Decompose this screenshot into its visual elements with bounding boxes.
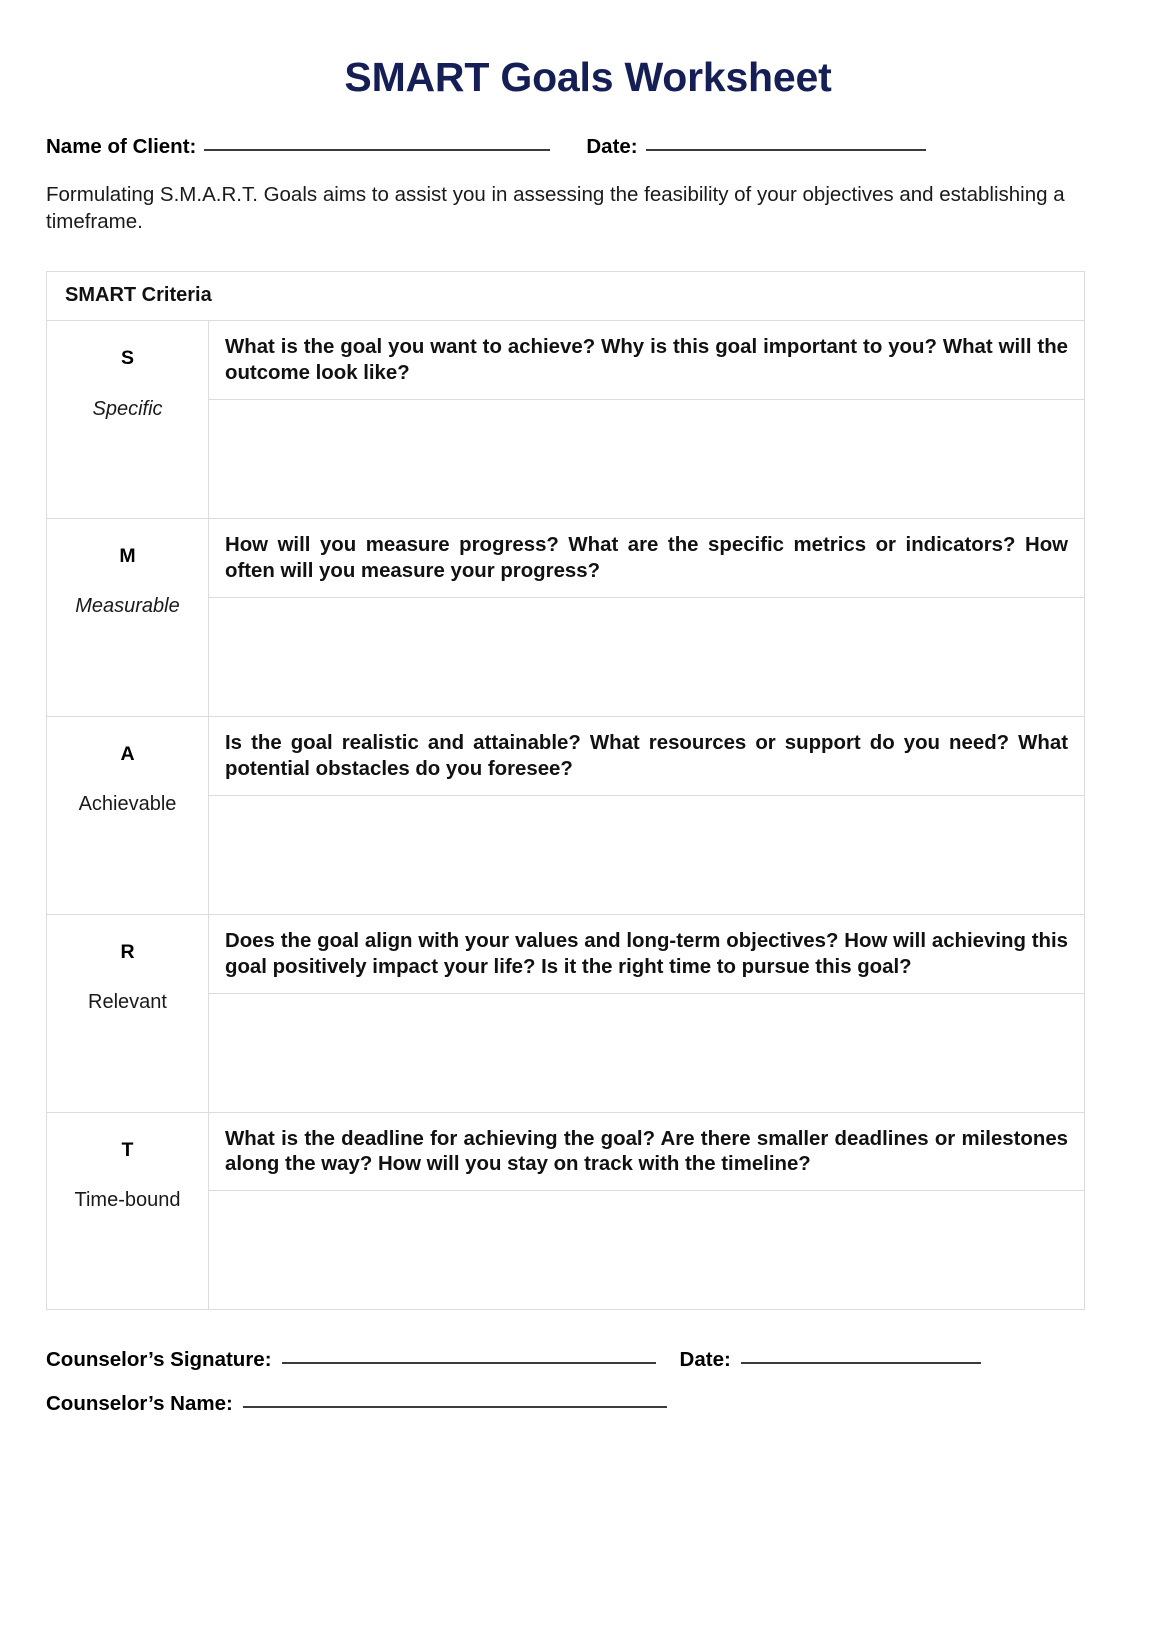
table-row: [47, 519, 1085, 598]
criterion-letter: A: [120, 742, 135, 765]
signature-row: [46, 1344, 1130, 1374]
table-header-label: SMART Criteria: [47, 272, 1085, 321]
client-name-input[interactable]: [204, 131, 550, 151]
criterion-question-achievable: Is the goal realistic and attainable? What resources or support do you need? What potential obstacles do you foresee?: [209, 716, 1085, 795]
criterion-word: Relevant: [88, 991, 167, 1014]
criterion-word: Specific: [92, 397, 163, 420]
criterion-cell-specific: [47, 321, 209, 519]
criterion-cell-relevant: [47, 914, 209, 1112]
counselor-date-label: Date:: [679, 1348, 731, 1372]
counselor-signature-label: Counselor’s Signature:: [46, 1348, 272, 1372]
criterion-letter: T: [121, 1138, 134, 1161]
footer-signature-block: [46, 1344, 1130, 1417]
client-date-row: [46, 131, 1130, 161]
criterion-cell-achievable: [47, 716, 209, 914]
answer-field-achievable[interactable]: [209, 795, 1085, 914]
table-row: [47, 321, 1085, 400]
criterion-word: Achievable: [78, 793, 177, 816]
answer-field-specific[interactable]: [209, 400, 1085, 519]
smart-criteria-table: [46, 271, 1085, 1310]
criterion-word: Measurable: [75, 595, 180, 618]
answer-field-relevant[interactable]: [209, 993, 1085, 1112]
client-date-input[interactable]: [646, 131, 926, 151]
table-row: [47, 914, 1085, 993]
criterion-letter: M: [119, 545, 136, 568]
counselor-name-label: Counselor’s Name:: [46, 1392, 233, 1416]
table-row: [47, 716, 1085, 795]
counselor-name-row: [46, 1388, 1130, 1418]
intro-paragraph: Formulating S.M.A.R.T. Goals aims to assist you in assessing the feasibility of your objectives and establishing a timeframe.: [46, 182, 1065, 234]
table-header-row: [47, 272, 1085, 321]
counselor-date-input[interactable]: [741, 1344, 981, 1364]
answer-field-time-bound[interactable]: [209, 1191, 1085, 1310]
criterion-cell-measurable: [47, 519, 209, 717]
criterion-question-relevant: Does the goal align with your values and long-term objectives? How will achieving this goal positively impact your life? Is it the right time to pursue this goal?: [209, 914, 1085, 993]
criterion-question-time-bound: What is the deadline for achieving the goal? Are there smaller deadlines or milestones along the way? How will you stay on track with the timeline?: [209, 1112, 1085, 1191]
criterion-letter: S: [120, 347, 134, 370]
counselor-signature-input[interactable]: [282, 1344, 656, 1364]
page-title: SMART Goals Worksheet: [344, 54, 832, 100]
criterion-word: Time-bound: [74, 1188, 181, 1211]
counselor-name-input[interactable]: [243, 1388, 667, 1408]
criterion-question-measurable: How will you measure progress? What are the specific metrics or indicators? How often will you measure your progress?: [209, 519, 1085, 598]
answer-field-measurable[interactable]: [209, 597, 1085, 716]
criterion-cell-time-bound: [47, 1112, 209, 1310]
client-date-label: Date:: [586, 135, 638, 159]
criterion-letter: R: [120, 940, 135, 963]
client-name-label: Name of Client:: [46, 135, 197, 159]
table-row: [47, 1112, 1085, 1191]
criterion-question-specific: What is the goal you want to achieve? Why is this goal important to you? What will the outcome look like?: [209, 321, 1085, 400]
